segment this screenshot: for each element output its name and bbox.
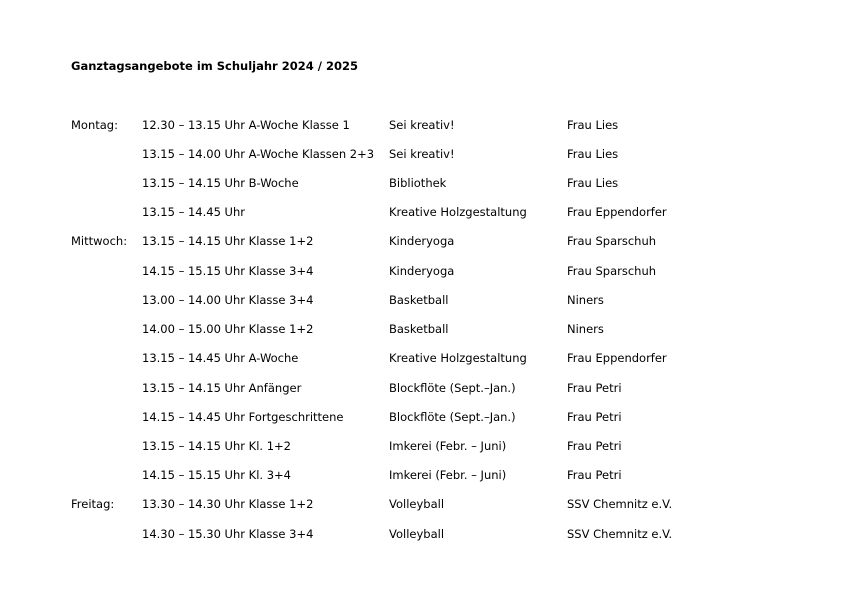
course-name: Basketball bbox=[389, 322, 449, 336]
teacher-name: Frau Petri bbox=[567, 439, 622, 453]
time-slot: 13.15 – 14.15 Uhr Anfänger bbox=[142, 381, 302, 395]
table-row bbox=[0, 146, 842, 162]
course-name: Kreative Holzgestaltung bbox=[389, 205, 527, 219]
time-slot: 13.15 – 14.45 Uhr A-Woche bbox=[142, 351, 299, 365]
day-label: Montag: bbox=[71, 118, 118, 132]
teacher-name: Niners bbox=[567, 322, 604, 336]
time-slot: 14.15 – 14.45 Uhr Fortgeschrittene bbox=[142, 410, 344, 424]
teacher-name: Niners bbox=[567, 293, 604, 307]
time-slot: 13.15 – 14.45 Uhr bbox=[142, 205, 245, 219]
table-row bbox=[0, 204, 842, 220]
course-name: Imkerei (Febr. – Juni) bbox=[389, 468, 507, 482]
teacher-name: Frau Lies bbox=[567, 176, 619, 190]
course-name: Volleyball bbox=[389, 497, 445, 511]
time-slot: 13.15 – 14.15 Uhr Kl. 1+2 bbox=[142, 439, 291, 453]
teacher-name: SSV Chemnitz e.V. bbox=[567, 497, 673, 511]
table-row bbox=[0, 175, 842, 191]
course-name: Imkerei (Febr. – Juni) bbox=[389, 439, 507, 453]
teacher-name: Frau Petri bbox=[567, 410, 622, 424]
teacher-name: Frau Sparschuh bbox=[567, 264, 657, 278]
course-name: Blockflöte (Sept.–Jan.) bbox=[389, 410, 516, 424]
course-name: Kreative Holzgestaltung bbox=[389, 351, 527, 365]
time-slot: 13.00 – 14.00 Uhr Klasse 3+4 bbox=[142, 293, 314, 307]
course-name: Basketball bbox=[389, 293, 449, 307]
teacher-name: Frau Petri bbox=[567, 468, 622, 482]
course-name: Bibliothek bbox=[389, 176, 447, 190]
table-row bbox=[0, 292, 842, 308]
table-row bbox=[0, 321, 842, 337]
time-slot: 14.15 – 15.15 Uhr Klasse 3+4 bbox=[142, 264, 314, 278]
course-name: Sei kreativ! bbox=[389, 147, 455, 161]
table-row bbox=[0, 409, 842, 425]
teacher-name: Frau Lies bbox=[567, 118, 619, 132]
teacher-name: Frau Petri bbox=[567, 381, 622, 395]
table-row bbox=[0, 526, 842, 542]
table-row bbox=[0, 467, 842, 483]
table-row bbox=[0, 438, 842, 454]
time-slot: 13.15 – 14.00 Uhr A-Woche Klassen 2+3 bbox=[142, 147, 375, 161]
teacher-name: Frau Eppendorfer bbox=[567, 351, 667, 365]
table-row bbox=[0, 233, 842, 249]
time-slot: 14.15 – 15.15 Uhr Kl. 3+4 bbox=[142, 468, 291, 482]
time-slot: 13.15 – 14.15 Uhr B-Woche bbox=[142, 176, 299, 190]
table-row bbox=[0, 263, 842, 279]
day-label: Mittwoch: bbox=[71, 234, 128, 248]
time-slot: 14.30 – 15.30 Uhr Klasse 3+4 bbox=[142, 527, 314, 541]
teacher-name: Frau Lies bbox=[567, 147, 619, 161]
time-slot: 13.30 – 14.30 Uhr Klasse 1+2 bbox=[142, 497, 314, 511]
table-row bbox=[0, 350, 842, 366]
course-name: Volleyball bbox=[389, 527, 445, 541]
course-name: Blockflöte (Sept.–Jan.) bbox=[389, 381, 516, 395]
day-label: Freitag: bbox=[71, 497, 115, 511]
teacher-name: Frau Sparschuh bbox=[567, 234, 657, 248]
teacher-name: SSV Chemnitz e.V. bbox=[567, 527, 673, 541]
table-row bbox=[0, 117, 842, 133]
time-slot: 12.30 – 13.15 Uhr A-Woche Klasse 1 bbox=[142, 118, 350, 132]
course-name: Kinderyoga bbox=[389, 264, 455, 278]
table-row bbox=[0, 496, 842, 512]
time-slot: 14.00 – 15.00 Uhr Klasse 1+2 bbox=[142, 322, 314, 336]
time-slot: 13.15 – 14.15 Uhr Klasse 1+2 bbox=[142, 234, 314, 248]
table-row bbox=[0, 380, 842, 396]
teacher-name: Frau Eppendorfer bbox=[567, 205, 667, 219]
course-name: Sei kreativ! bbox=[389, 118, 455, 132]
page-title: Ganztagsangebote im Schuljahr 2024 / 2025 bbox=[71, 59, 358, 73]
course-name: Kinderyoga bbox=[389, 234, 455, 248]
